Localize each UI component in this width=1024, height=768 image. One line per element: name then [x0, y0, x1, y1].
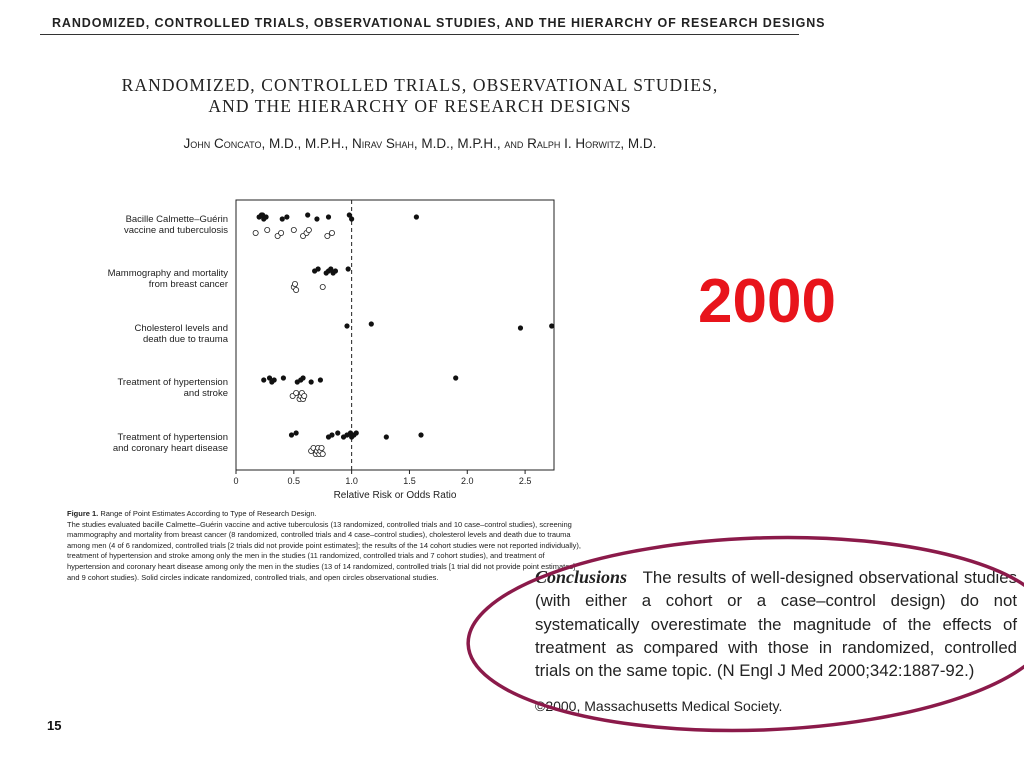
paper-authors: John Concato, M.D., M.P.H., Nirav Shah, M.D., M.P.H., and Ralph I. Horwitz, M.D. [183, 136, 657, 151]
figure-caption [67, 509, 582, 583]
rct-point [369, 321, 374, 326]
group-label-line1: Treatment of hypertension [117, 432, 228, 443]
rct-point [418, 432, 423, 437]
rct-point [453, 375, 458, 380]
rct-point [272, 377, 277, 382]
x-tick-label: 2.0 [461, 476, 474, 486]
rct-point [333, 268, 338, 273]
observational-point [325, 233, 330, 238]
rct-point [349, 216, 354, 221]
rct-point [300, 375, 305, 380]
x-axis-label: Relative Risk or Odds Ratio [333, 490, 457, 501]
rct-point [318, 377, 323, 382]
rct-point [335, 430, 340, 435]
caption-title: Figure 1. [67, 509, 99, 518]
rct-point [261, 377, 266, 382]
rct-point [309, 379, 314, 384]
rct-point [346, 266, 351, 271]
rct-point [305, 212, 310, 217]
x-tick-label: 1.0 [345, 476, 358, 486]
x-tick-label: 2.5 [518, 476, 532, 486]
rct-point [281, 375, 286, 380]
observational-point [292, 281, 297, 286]
year-label: 2000 [698, 267, 836, 336]
rct-point [549, 323, 554, 328]
caption-title-rest: Range of Point Estimates According to Type of Research Design. [98, 509, 317, 518]
observational-point [291, 227, 296, 232]
paper-title-line1: RANDOMIZED, CONTROLLED TRIALS, OBSERVATIONAL STUDIES, [121, 75, 719, 95]
caption-body: The studies evaluated bacille Calmette–Guérin vaccine and active tuberculosis (13 randomized, controlled trials and 10 case–control studies), screening mammography and mortality from breast cancer (8 randomized, controlled trials and 4 case–control studies), cholesterol levels and death due to trauma among men (4 of 6 randomized, controlled trials [2 trials did not provide point estimates]; the results of the 14 cohort studies were not reported individually), treatment of hypertension and stroke among only the men in the studies (11 randomized, controlled trials and 7 cohort studies), and treatment of hypertension and coronary heart disease among only the men in the studies (13 of 14 randomized, controlled trials [1 trial did not provide point estimates] and 9 cohort studies). Solid circles indicate randomized, controlled trials, and open circles observational studies. [67, 519, 582, 582]
observational-point [253, 230, 258, 235]
rct-point [384, 434, 389, 439]
x-tick-label: 1.5 [403, 476, 416, 486]
observational-point [278, 230, 283, 235]
conclusions-heading: Conclusions [535, 567, 628, 587]
group-label-line2: and stroke [183, 388, 228, 399]
observational-point [302, 393, 307, 398]
copyright-notice: ©2000, Massachusetts Medical Society. [535, 698, 783, 714]
group-label-line2: vaccine and tuberculosis [123, 225, 228, 236]
rct-point [260, 212, 265, 217]
rct-point [518, 325, 523, 330]
observational-point [265, 227, 270, 232]
rct-point [314, 216, 319, 221]
observational-point [294, 390, 299, 395]
rct-point [329, 432, 334, 437]
observational-point [320, 451, 325, 456]
group-label-line1: Mammography and mortality [107, 268, 228, 279]
rct-point [284, 214, 289, 219]
group-label-line2: and coronary heart disease [112, 443, 228, 454]
observational-point [306, 227, 311, 232]
group-label-line1: Cholesterol levels and [134, 323, 228, 334]
group-label-line2: from breast cancer [148, 279, 228, 290]
rct-point [280, 216, 285, 221]
rct-point [326, 214, 331, 219]
conclusions-text: The results of well-designed observational studies (with either a cohort or a case–control design) do not systematically overestimate the magnitude of the effects of treatment as compared with those in randomized, controlled trials on the same topic. (N Engl J Med 2000;342:1887-92.) [535, 568, 1017, 681]
running-header: RANDOMIZED, CONTROLLED TRIALS, OBSERVATIONAL STUDIES, AND THE HIERARCHY OF RESEARCH DESIGNS [52, 16, 826, 30]
rct-point [294, 430, 299, 435]
plot-frame [236, 200, 554, 470]
conclusions-paragraph [535, 566, 1017, 682]
group-label-line1: Bacille Calmette–Guérin [125, 214, 228, 225]
page-number: 15 [47, 718, 62, 733]
observational-point [319, 445, 324, 450]
rct-point [289, 432, 294, 437]
x-tick-label: 0.5 [287, 476, 301, 486]
rct-point [414, 214, 419, 219]
observational-point [320, 284, 325, 289]
x-tick-label: 0 [233, 476, 239, 486]
group-label-line1: Treatment of hypertension [117, 377, 228, 388]
rct-point [354, 430, 359, 435]
rct-point [344, 323, 349, 328]
group-label-line2: death due to trauma [142, 334, 228, 345]
observational-point [329, 230, 334, 235]
rct-point [316, 266, 321, 271]
paper-title-line2: AND THE HIERARCHY OF RESEARCH DESIGNS [208, 96, 632, 116]
observational-point [294, 287, 299, 292]
